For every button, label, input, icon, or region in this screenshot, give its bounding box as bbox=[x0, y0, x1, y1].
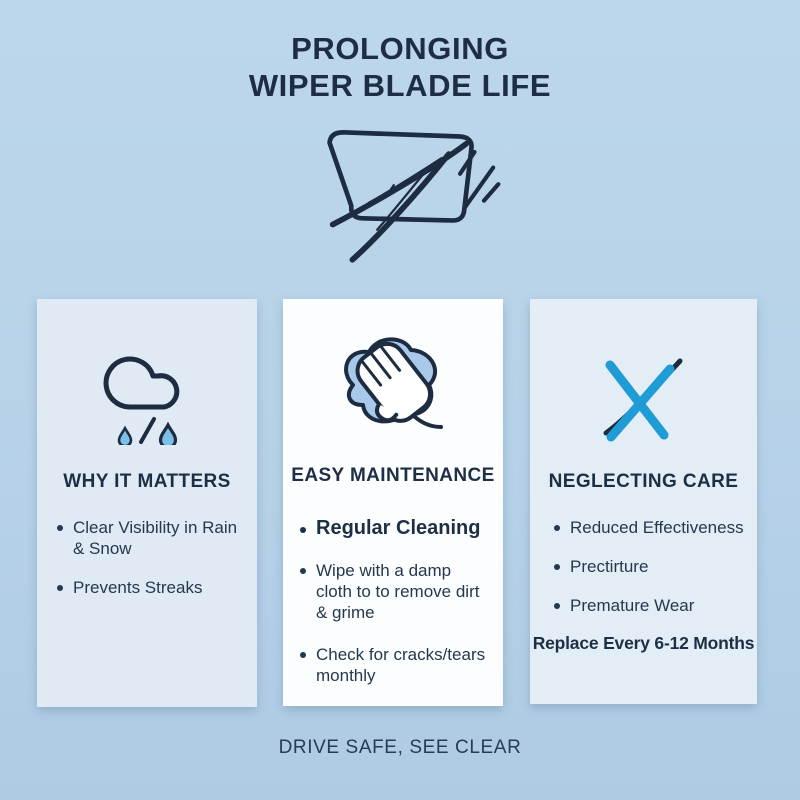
card-heading: WHY IT MATTERS bbox=[63, 471, 231, 492]
windshield-wipers-illustration bbox=[295, 122, 505, 267]
card-why-it-matters bbox=[37, 299, 257, 707]
bullet-text: Prevents Streaks bbox=[73, 578, 203, 597]
card-heading: EASY MAINTENANCE bbox=[291, 465, 495, 486]
bullet-text: Prectirture bbox=[570, 557, 649, 576]
bullet-text: Premature Wear bbox=[570, 596, 695, 615]
page-title-line2: WIPER BLADE LIFE bbox=[248, 68, 552, 103]
list-item bbox=[554, 556, 747, 577]
bullet-text: Clear Visibility in Rain & Snow bbox=[73, 518, 238, 558]
card-heading: NEGLECTING CARE bbox=[548, 471, 739, 492]
footer-tagline: DRIVE SAFE, SEE CLEAR bbox=[278, 737, 522, 758]
bullet-dot bbox=[300, 652, 306, 658]
list-item bbox=[57, 577, 243, 598]
replace-interval-note: Replace Every 6-12 Months bbox=[532, 633, 755, 653]
bullet-list bbox=[530, 493, 757, 616]
bullet-dot bbox=[57, 525, 63, 531]
wiping-hand-cloth-icon bbox=[331, 299, 455, 441]
crossed-out-wiper-icon bbox=[592, 299, 696, 447]
bullet-text: Reduced Effectiveness bbox=[570, 518, 744, 537]
bullet-dot bbox=[57, 585, 63, 591]
list-item bbox=[300, 518, 491, 539]
bullet-dot bbox=[554, 564, 560, 570]
bullet-text: Wipe with a damp cloth to to remove dirt & grime bbox=[316, 561, 480, 622]
list-item bbox=[300, 560, 491, 623]
bullet-list bbox=[283, 487, 503, 686]
list-item bbox=[554, 595, 747, 616]
list-item bbox=[57, 517, 243, 559]
list-item bbox=[554, 517, 747, 538]
bullet-dot bbox=[554, 603, 560, 609]
card-easy-maintenance bbox=[283, 299, 503, 706]
list-item bbox=[300, 644, 491, 686]
page-title bbox=[0, 30, 800, 104]
bullet-text: Regular Cleaning bbox=[316, 517, 481, 539]
rain-cloud-icon bbox=[92, 299, 202, 447]
bullet-text: Check for cracks/tears monthly bbox=[316, 645, 486, 685]
card-neglecting-care bbox=[530, 299, 757, 704]
bullet-list bbox=[37, 493, 257, 598]
bullet-dot bbox=[300, 568, 306, 574]
page-title-line1: PROLONGING bbox=[291, 31, 509, 66]
bullet-dot bbox=[554, 525, 560, 531]
windshield-wipers-icon bbox=[295, 122, 505, 267]
bullet-dot bbox=[300, 527, 306, 533]
